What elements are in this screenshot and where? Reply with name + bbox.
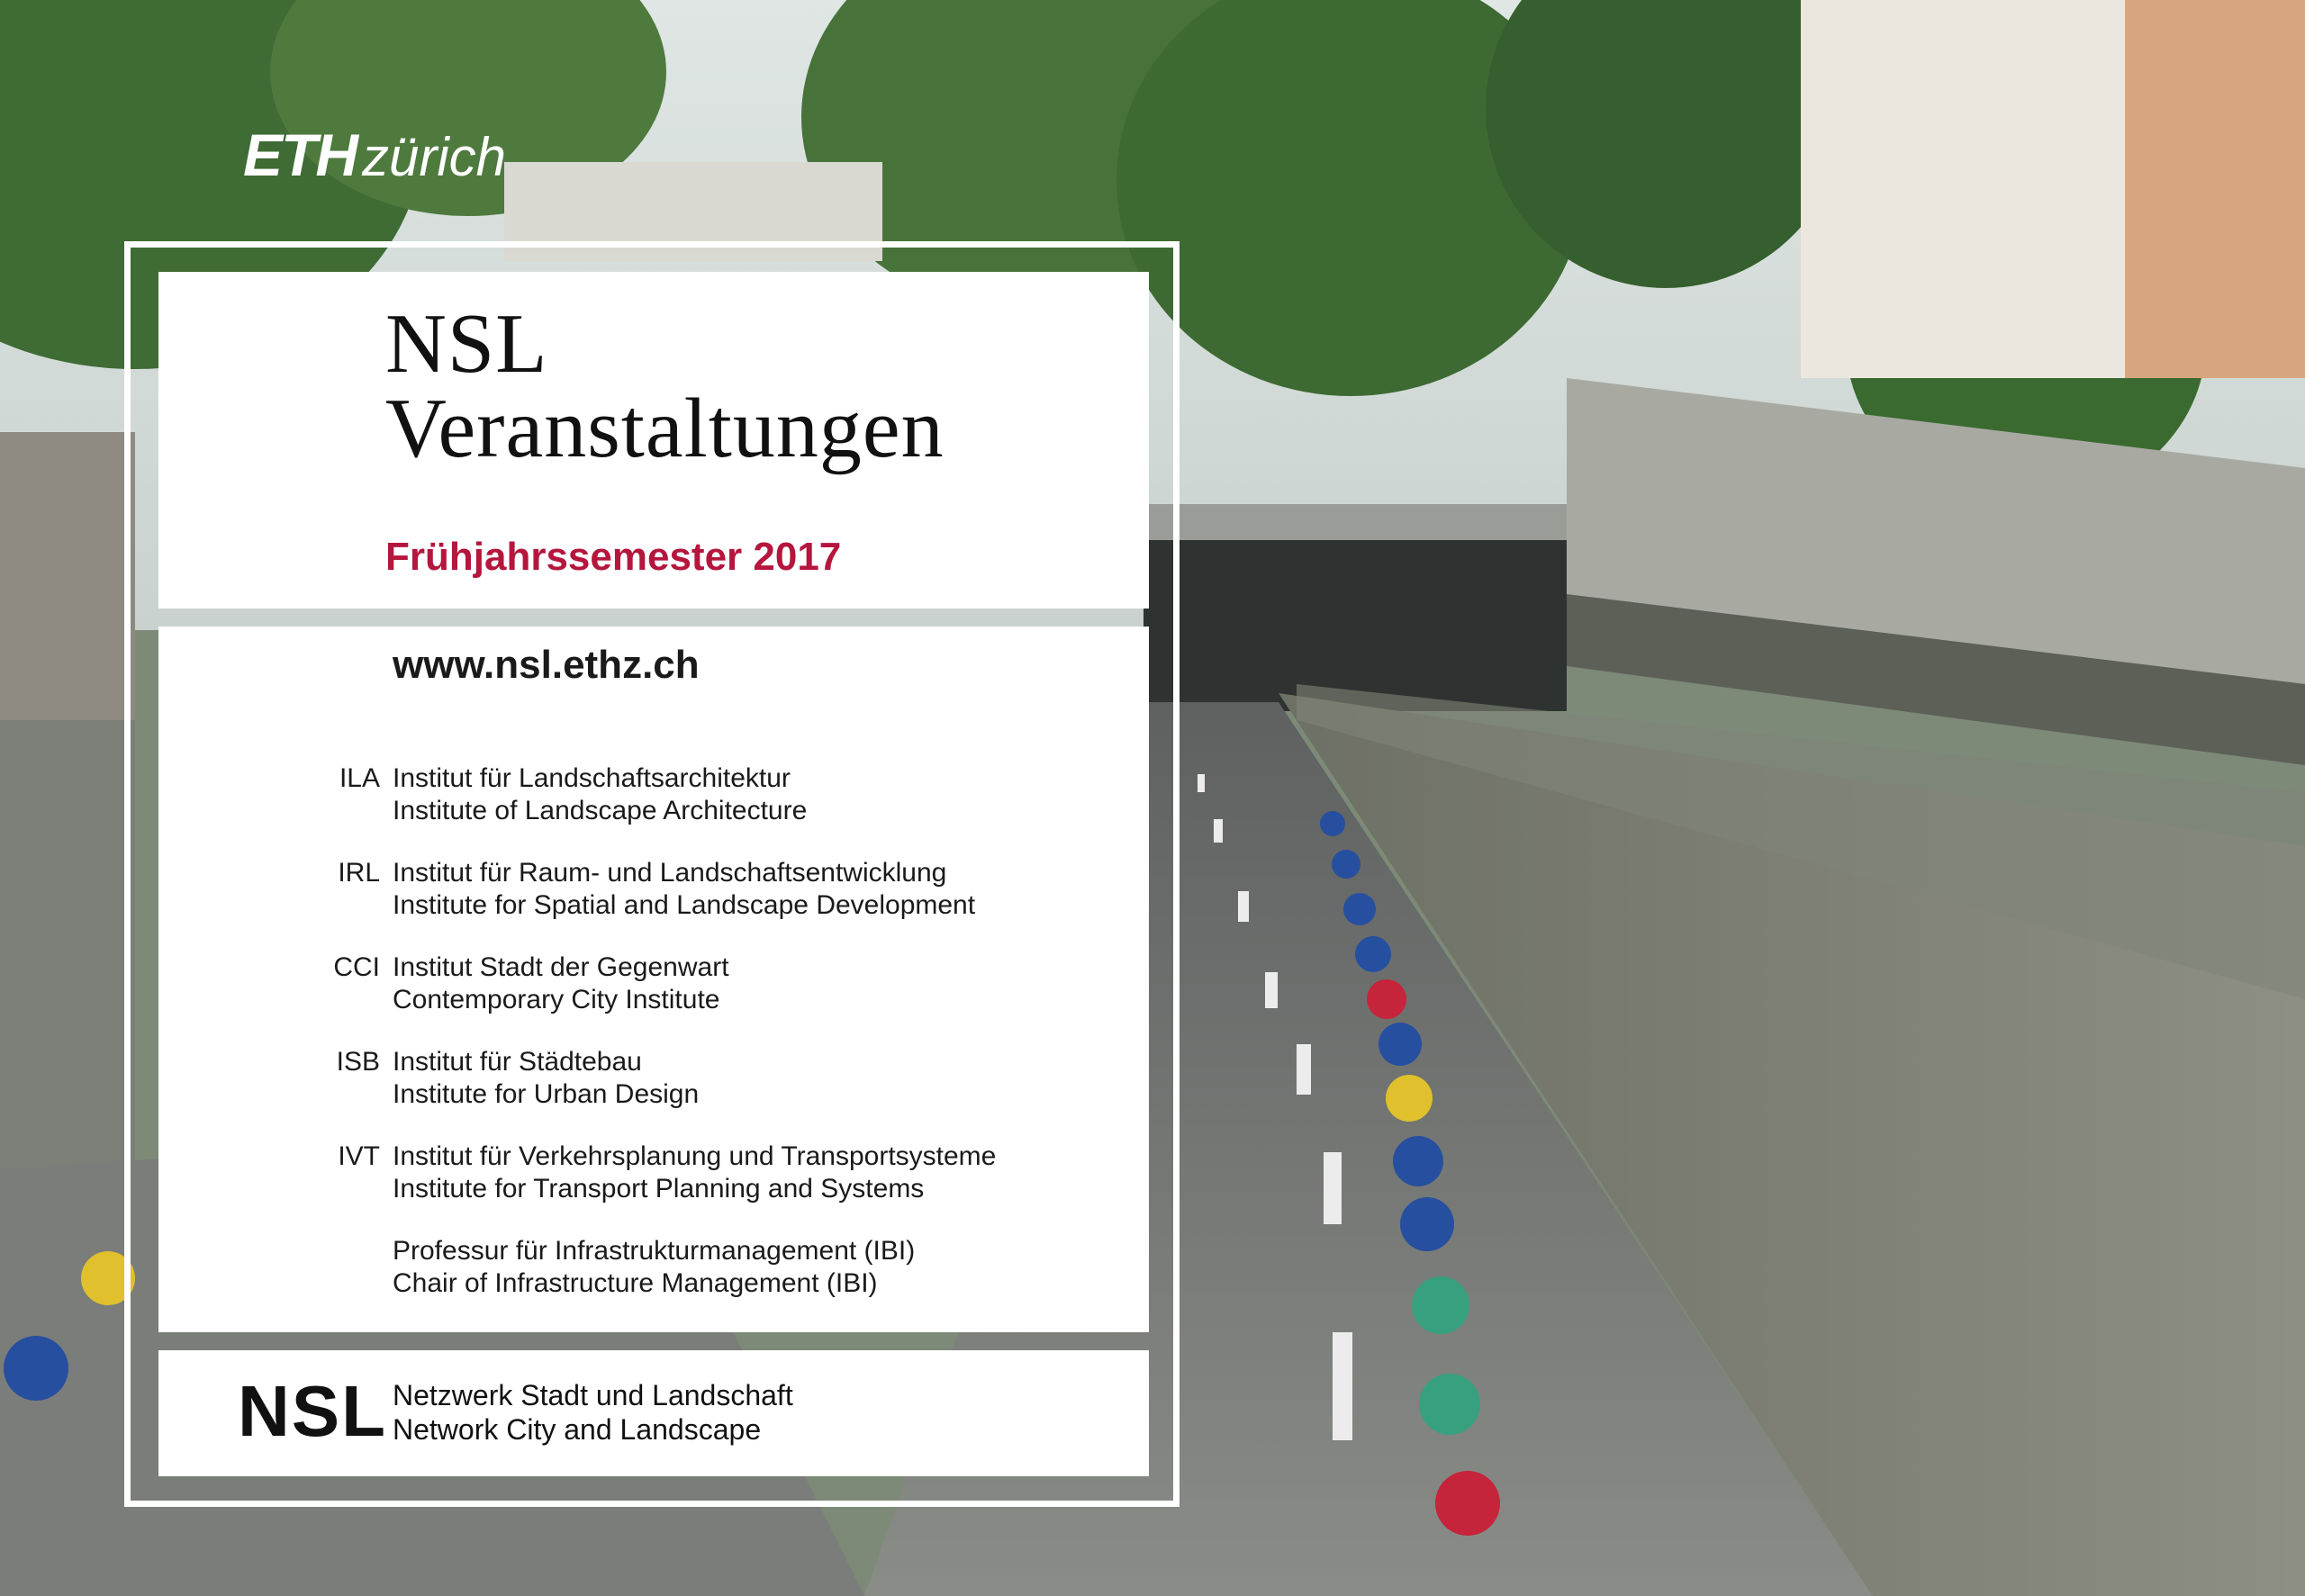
stone-wall [0, 432, 135, 720]
institute-entry [158, 1236, 1149, 1308]
institute-name-de: Institut für Städtebau [393, 1047, 642, 1077]
institute-name-en: Institute for Transport Planning and Systems [393, 1174, 925, 1204]
institute-name-de: Professur für Infrastrukturmanagement (IBI) [393, 1236, 916, 1266]
institute-abbr: IVT [338, 1141, 380, 1171]
institute-entry [158, 763, 1149, 835]
nsl-name-en: Network City and Landscape [393, 1413, 762, 1446]
institute-name-de: Institut für Raum- und Landschaftsentwicklung [393, 858, 947, 888]
institute-entry [158, 858, 1149, 930]
institute-abbr: ILA [339, 763, 380, 793]
institute-name-de: Institut Stadt der Gegenwart [393, 952, 729, 982]
institute-name-en: Contemporary City Institute [393, 985, 720, 1014]
eth-logo-text: ETH [243, 122, 357, 188]
institute-entry [158, 952, 1149, 1024]
institute-name-en: Chair of Infrastructure Management (IBI) [393, 1268, 878, 1298]
title-veranstaltungen: Veranstaltungen [385, 382, 945, 475]
institute-abbr: CCI [333, 952, 380, 982]
eth-logo-zurich: zürich [362, 127, 507, 187]
building [1801, 0, 2143, 378]
institute-name-en: Institute for Urban Design [393, 1079, 700, 1109]
tunnel-mouth [1143, 540, 1567, 711]
institute-name-en: Institute of Landscape Architecture [393, 796, 808, 825]
institute-name-en: Institute for Spatial and Landscape Development [393, 890, 976, 920]
title-nsl: NSL [385, 297, 548, 391]
eth-zurich-logo [243, 121, 506, 189]
title-panel [158, 272, 1149, 609]
institute-name-de: Institut für Verkehrsplanung und Transportsysteme [393, 1141, 997, 1171]
nsl-name-de: Netzwerk Stadt und Landschaft [393, 1379, 793, 1411]
institutes-panel [158, 627, 1149, 1332]
website-link[interactable]: www.nsl.ethz.ch [393, 643, 700, 687]
semester-subtitle: Frühjahrssemester 2017 [385, 535, 842, 579]
institute-abbr: IRL [338, 858, 380, 888]
nsl-footer-panel [158, 1350, 1149, 1476]
institute-entry [158, 1141, 1149, 1213]
institute-name-de: Institut für Landschaftsarchitektur [393, 763, 791, 793]
institute-abbr: ISB [336, 1047, 380, 1077]
institute-entry [158, 1047, 1149, 1119]
nsl-logo-text: NSL [238, 1371, 387, 1451]
building [2125, 0, 2305, 378]
